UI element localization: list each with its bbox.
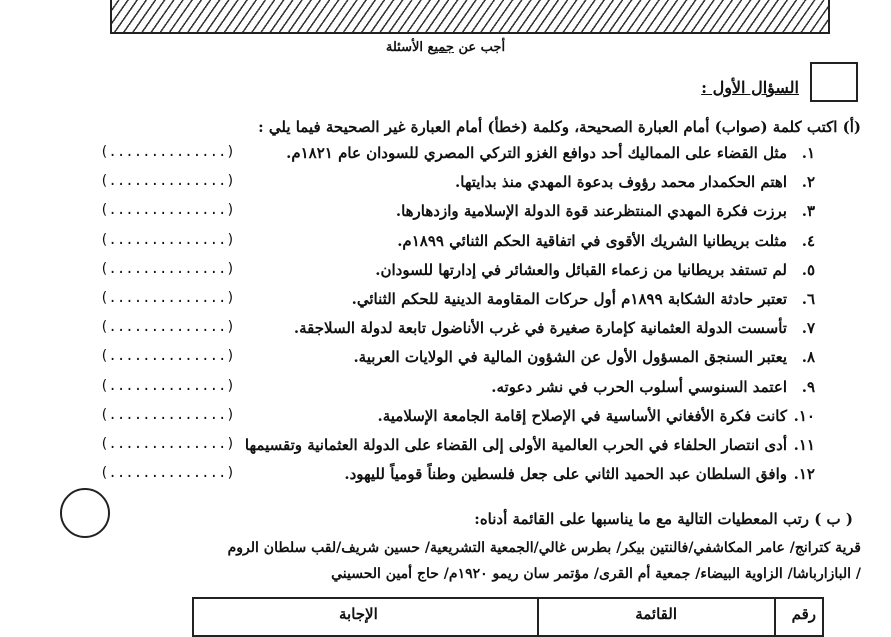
instruction-prefix: أجب عن: [453, 40, 506, 55]
item-number: ١١.: [793, 436, 815, 454]
item-statement: اعتمد السنوسي أسلوب الحرب في نشر دعوته.: [491, 377, 787, 396]
instruction-underlined: جميع: [427, 40, 454, 55]
list-item: [100, 261, 815, 289]
hatched-header-band: [110, 0, 830, 34]
part-b-heading: ( ب ) رتب المعطيات التالية مع ما يناسبها على القائمة أدناه:: [474, 510, 853, 528]
list-item: [100, 465, 815, 493]
item-number: ٣.: [801, 202, 815, 221]
answer-blank[interactable]: (..............): [100, 260, 235, 277]
list-item: [100, 290, 815, 318]
item-number: ١٢.: [793, 465, 815, 484]
table-divider: [537, 599, 539, 635]
answer-blank[interactable]: (..............): [100, 202, 235, 219]
answer-blank[interactable]: (..............): [100, 173, 235, 190]
item-number: ٥.: [801, 260, 815, 279]
item-statement: مثلت بريطانيا الشريك الأقوى في اتفاقية الحكم الثنائي ١٨٩٩م.: [397, 231, 787, 250]
list-item: [100, 319, 815, 347]
list-item: [100, 378, 815, 406]
item-statement: اهتم الحكمدار محمد رؤوف بدعوة المهدي منذ بدايتها.: [455, 173, 787, 192]
score-circle: [60, 488, 110, 538]
instruction-suffix: الأسئلة: [385, 40, 428, 55]
item-statement: كانت فكرة الأفغاني الأساسية في الإصلاح إقامة الجامعة الإسلامية.: [377, 406, 787, 425]
item-statement: برزت فكرة المهدي المنتظرعند قوة الدولة الإسلامية وازدهارها.: [395, 202, 787, 221]
table-divider: [774, 599, 776, 635]
list-item: [100, 144, 815, 172]
list-item: [100, 407, 815, 435]
table-header-number: رقم: [791, 605, 816, 623]
list-item: [100, 173, 815, 201]
item-statement: لم تستفد بريطانيا من زعماء القبائل والعشائر في إدارتها للسودان.: [375, 260, 787, 279]
item-number: ١٠.: [793, 406, 815, 425]
item-number: ٧.: [801, 319, 815, 338]
answer-blank[interactable]: (..............): [100, 348, 235, 365]
item-number: ٨.: [801, 348, 815, 367]
list-item: [100, 232, 815, 260]
part-b-items-line-2: / البازارباشا/ الزاوية البيضاء/ جمعية أم القرى/ مؤتمر سان ريمو ١٩٢٠م/ حاج أمين الحسيني: [331, 566, 861, 582]
list-item: [100, 202, 815, 230]
table-header-answer: الإجابة: [339, 605, 378, 623]
answer-blank[interactable]: (..............): [100, 406, 235, 423]
table-header-list: القائمة: [635, 605, 677, 623]
general-instruction: [0, 40, 891, 55]
item-number: ٦.: [801, 290, 815, 308]
answer-blank[interactable]: (..............): [100, 144, 235, 160]
answer-blank[interactable]: (..............): [100, 319, 235, 336]
item-statement: يعتبر السنجق المسؤول الأول عن الشؤون المالية في الولايات العربية.: [353, 348, 787, 367]
answer-blank[interactable]: (..............): [100, 465, 235, 482]
item-statement: تعتبر حادثة الشكابة ١٨٩٩م أول حركات المقاومة الدينية للحكم الثنائي.: [351, 290, 787, 308]
item-number: ٤.: [801, 231, 815, 250]
item-statement: مثل القضاء على المماليك أحد دوافع الغزو التركي المصري للسودان عام ١٨٢١م.: [286, 144, 787, 162]
item-number: ٩.: [801, 377, 815, 396]
answer-blank[interactable]: (..............): [100, 436, 235, 452]
item-statement: وافق السلطان عبد الحميد الثاني على جعل فلسطين وطناً قومياً لليهود.: [344, 465, 787, 484]
matching-table: [192, 597, 824, 637]
score-box: [810, 62, 858, 102]
part-a-heading: (أ) اكتب كلمة (صواب) أمام العبارة الصحيحة، وكلمة (خطأ) أمام العبارة غير الصحيحة فيما يلي :: [258, 118, 861, 136]
list-item: [100, 436, 815, 464]
question-one-title: السؤال الأول :: [701, 78, 799, 97]
item-statement: أدى انتصار الحلفاء في الحرب العالمية الأولى إلى القضاء على الدولة العثمانية وتقسيمها: [244, 436, 787, 454]
answer-blank[interactable]: (..............): [100, 231, 235, 248]
item-number: ٢.: [801, 173, 815, 192]
item-statement: تأسست الدولة العثمانية كإمارة صغيرة في غرب الأناضول تابعة لدولة السلاجقة.: [293, 319, 787, 338]
item-number: ١.: [801, 144, 815, 162]
list-item: [100, 348, 815, 376]
answer-blank[interactable]: (..............): [100, 290, 235, 306]
part-b-items-line-1: قرية كترانج/ عامر المكاشفي/فالنتين بيكر/ بطرس غالي/الجمعية التشريعية/ حسين شريف/لقب سلطان الروم: [227, 540, 861, 556]
answer-blank[interactable]: (..............): [100, 377, 235, 394]
